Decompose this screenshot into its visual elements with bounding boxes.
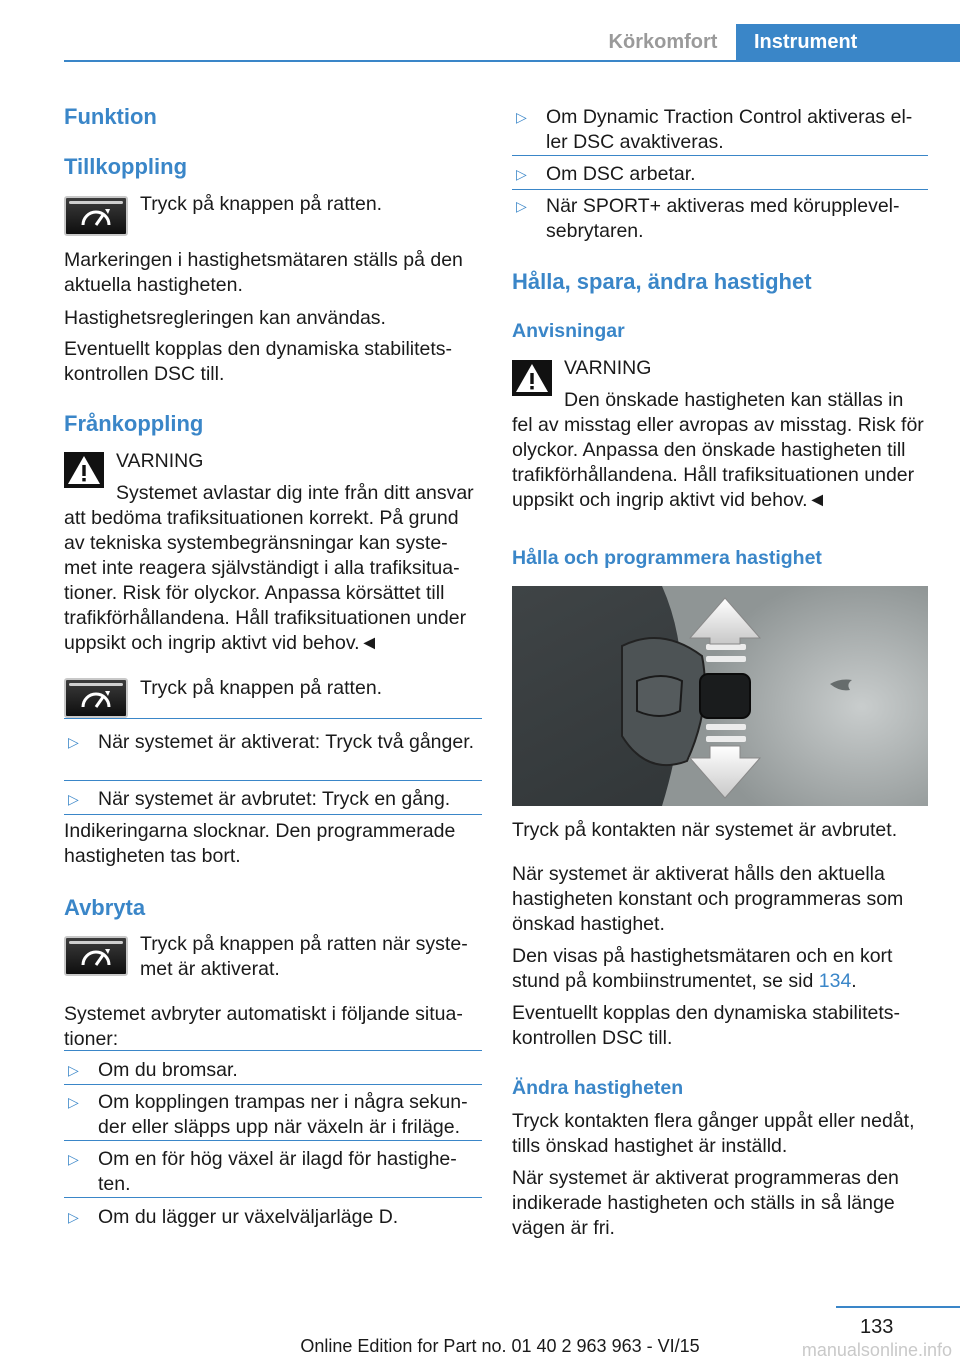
avbryta-intro: Systemet avbryter automatiskt i följande situa- tioner:: [64, 1003, 463, 1050]
hold-p6: När systemet är aktiverat programmeras den indikerade hastigheten och ställs in så länge vägen är fri.: [512, 1167, 899, 1239]
heading-halla-spara: Hålla, spara, ändra hastighet: [512, 269, 812, 294]
list-item: ▷ När systemet är aktiverat: Tryck två gånger.: [68, 731, 475, 753]
steering-wheel-photo: [512, 586, 928, 806]
hold-p4: Eventuellt kopplas den dynamiska stabilitets- kontrollen DSC till.: [512, 1002, 901, 1049]
avbryta-button-text: Tryck på knappen på ratten när syste- met är aktiverat.: [140, 933, 468, 980]
list-item: ▷ Om DSC arbetar.: [516, 163, 696, 185]
speedometer-icon: [79, 687, 113, 713]
page-link-134[interactable]: 134: [818, 970, 852, 992]
list-item: ▷ Om Dynamic Traction Control aktiveras el- ler DSC avaktiveras.: [516, 106, 913, 153]
divider: [512, 189, 928, 190]
bullet-triangle-icon: ▷: [68, 1062, 79, 1078]
heading-frankoppling: Frånkoppling: [64, 411, 204, 436]
warning-text-off: Systemet avlastar dig inte från ditt ansvar att bedöma trafiksituationen korrekt. På grund av tekniska systembegränsningar kan syste- met inte reagera självständigt i alla trafiksitua- tioner. Risk för olyckor. Anpassa körsättet till trafikförhållandena. Håll trafiksituationen under uppsikt och ingrip aktivt vid behov.◄: [64, 482, 474, 654]
heading-anvisningar: Anvisningar: [512, 320, 625, 342]
edition-line: Online Edition for Part no. 01 40 2 963 963 - VI/15: [300, 1336, 700, 1356]
hold-p1: Tryck på kontakten när systemet är avbrutet.: [512, 819, 898, 841]
page-number: 133: [860, 1316, 894, 1338]
list-item: ▷ Om en för hög växel är ilagd för hastighe- ten.: [68, 1148, 457, 1195]
bullet-triangle-icon: ▷: [516, 109, 527, 125]
divider: [64, 814, 482, 815]
tab-instrument[interactable]: Instrument: [736, 24, 960, 61]
divider: [64, 1197, 482, 1198]
speedometer-icon: [79, 945, 113, 971]
tillkoppling-p1: Markeringen i hastighetsmätaren ställs på den aktuella hastigheten.: [64, 249, 463, 296]
hold-p2: När systemet är aktiverat hålls den aktuella hastigheten konstant och programmeras som önskad hastighet.: [512, 863, 904, 935]
footer-rule: [836, 1306, 960, 1308]
warning-text-hold: Den önskade hastigheten kan ställas in fel av misstag eller avropas av misstag. Risk för olyckor. Anpassa den önskade hastigheten till trafikförhållandena. Håll trafiksituationen under uppsikt och ingrip aktivt vid behov.◄: [512, 389, 924, 511]
divider: [64, 1140, 482, 1141]
list-item: ▷ Om du bromsar.: [68, 1059, 238, 1081]
watermark: manualsonline.info: [801, 1340, 952, 1360]
speedometer-icon: [79, 205, 113, 231]
list-item: ▷ Om du lägger ur växelväljarläge D.: [68, 1206, 399, 1228]
cruise-button-image: [64, 678, 128, 718]
section-title-funktion: Funktion: [64, 104, 157, 129]
list-item: ▷ Om kopplingen trampas ner i några sekun- der eller släpps upp när växeln är i friläge.: [68, 1091, 468, 1138]
divider: [64, 780, 482, 781]
cruise-button-image: [64, 936, 128, 976]
tab-korkomfort[interactable]: Körkomfort: [608, 31, 718, 53]
divider: [64, 1084, 482, 1085]
bullet-triangle-icon: ▷: [68, 1209, 79, 1225]
heading-program-speed: Hålla och programmera hastighet: [512, 547, 822, 569]
bullet-triangle-icon: ▷: [68, 791, 79, 807]
frankoppling-after: Indikeringarna slocknar. Den programmerade hastigheten tas bort.: [64, 820, 456, 867]
divider: [64, 1050, 482, 1051]
warning-title-hold: VARNING: [564, 357, 652, 379]
bullet-triangle-icon: ▷: [516, 198, 527, 214]
heading-avbryta: Avbryta: [64, 895, 146, 920]
tillkoppling-p3: Eventuellt kopplas den dynamiska stabilitets- kontrollen DSC till.: [64, 338, 453, 385]
tillkoppling-p2: Hastighetsregleringen kan användas.: [64, 307, 386, 329]
bullet-triangle-icon: ▷: [68, 734, 79, 750]
cruise-button-image: [64, 196, 128, 236]
list-item: ▷ När SPORT+ aktiveras med körupplevel- sebrytaren.: [516, 195, 900, 242]
hold-p3: Den visas på hastighetsmätaren och en kort stund på kombiinstrumentet, se sid 134.: [512, 945, 893, 992]
heading-tillkoppling: Tillkoppling: [64, 154, 188, 179]
frankoppling-button-text: Tryck på knappen på ratten.: [140, 677, 383, 699]
list-item: ▷ När systemet är avbrutet: Tryck en gång.: [68, 788, 451, 810]
header-rule: [64, 60, 960, 62]
heading-change-speed: Ändra hastigheten: [512, 1077, 684, 1099]
hold-p5: Tryck kontakten flera gånger uppåt eller nedåt, tills önskad hastighet är inställd.: [512, 1110, 915, 1157]
divider: [512, 155, 928, 156]
warning-title-off: VARNING: [116, 450, 204, 472]
bullet-triangle-icon: ▷: [68, 1094, 79, 1110]
bullet-triangle-icon: ▷: [516, 166, 527, 182]
bullet-triangle-icon: ▷: [68, 1151, 79, 1167]
tillkoppling-button-text: Tryck på knappen på ratten.: [140, 193, 383, 215]
divider: [64, 718, 482, 719]
